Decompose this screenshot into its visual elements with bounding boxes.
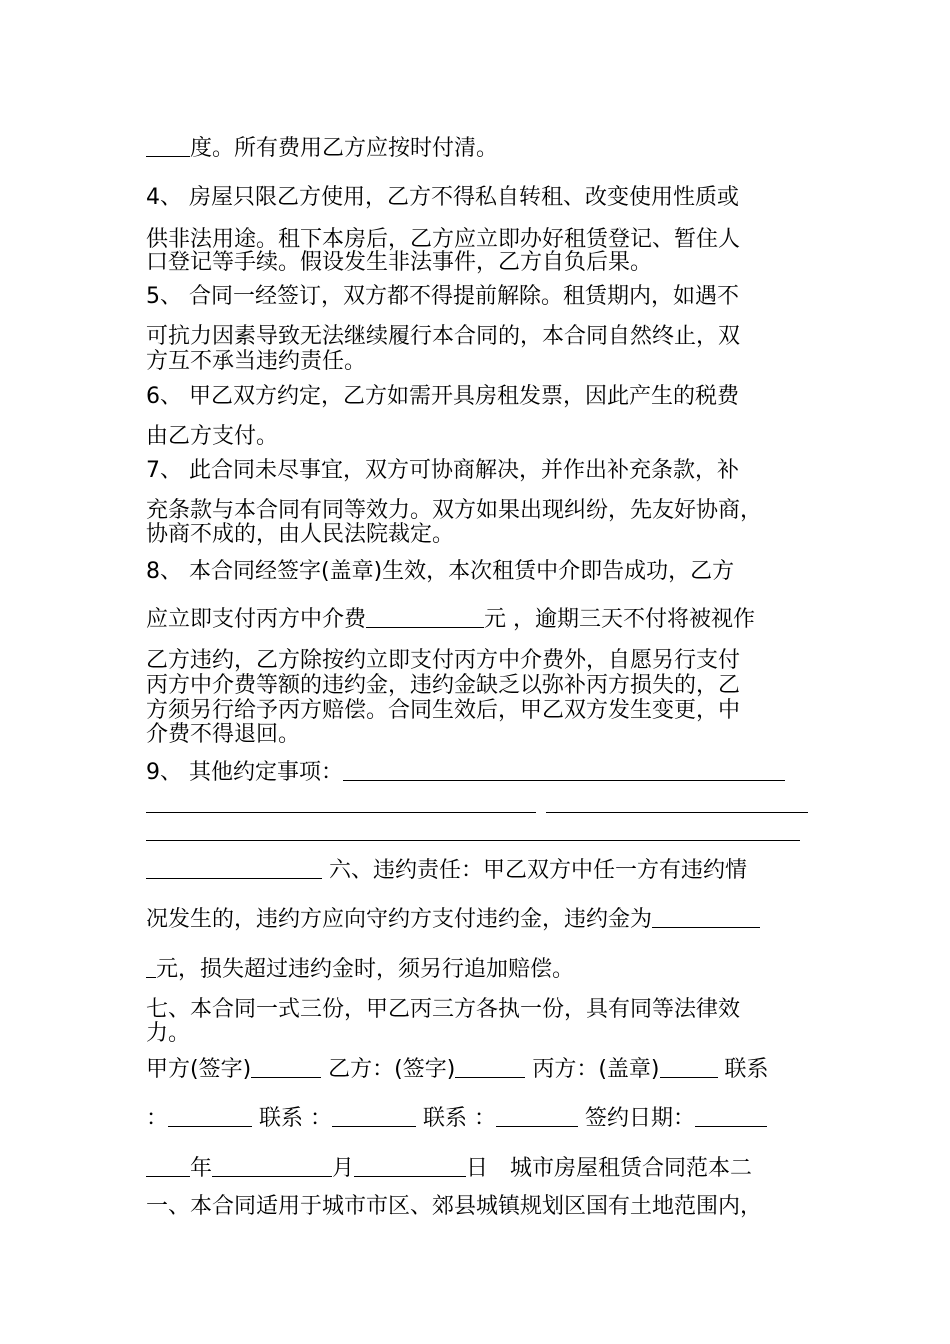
text-line: 丙方中介费等额的违约金，违约金缺乏以弥补丙方损失的，乙	[146, 673, 741, 698]
blank-rule	[146, 840, 800, 841]
day-blank	[354, 1156, 466, 1177]
text-line: 乙方违约，乙方除按约立即支付丙方中介费外，自愿另行支付	[146, 648, 741, 673]
agency-fee-blank	[366, 607, 484, 628]
text-line: 协商不成的，由人民法院裁定。	[146, 522, 455, 547]
contact-line: ： 联系 ： 联系 ： 签约日期：	[146, 1106, 810, 1132]
text-line: 介费不得退回。	[146, 722, 301, 747]
clause-5: 5、 合同一经签订，双方都不得提前解除。租赁期内，如遇不	[146, 284, 739, 309]
text-line: 供非法用途。租下本房后，乙方应立即办好租赁登记、暂住人	[146, 227, 741, 252]
clause-4: 4、 房屋只限乙方使用，乙方不得私自转租、改变使用性质或	[146, 185, 739, 210]
party-b-signature-blank	[455, 1057, 525, 1078]
text-line: 口登记等手续。假设发生非法事件，乙方自负后果。	[146, 250, 653, 275]
signature-line: 甲方(签字) 乙方：(签字) 丙方：(盖章) 联系	[146, 1057, 769, 1082]
clause-8: 8、 本合同经签字(盖章)生效，本次租赁中介即告成功，乙方	[146, 559, 735, 584]
text-line: 由乙方支付。	[146, 424, 279, 449]
clause-9: 9、 其他约定事项：	[146, 760, 810, 786]
penalty-amount-blank	[652, 907, 760, 928]
text-line: 方须另行给予丙方赔偿。合同生效后，甲乙双方发生变更，中	[146, 698, 741, 723]
contact-c-blank	[496, 1106, 578, 1127]
blank-field	[146, 858, 322, 879]
party-a-signature-blank	[251, 1057, 321, 1078]
section-7: 七、本合同一式三份，甲乙丙三方各执一份，具有同等法律效	[146, 997, 741, 1022]
text-line: 度。所有费用乙方应按时付清。	[146, 136, 810, 162]
sign-date-blank	[695, 1106, 767, 1127]
contact-b-blank	[332, 1106, 416, 1127]
text-line: 应立即支付丙方中介费 元 ，逾期三天不付将被视作	[146, 607, 756, 632]
section-6: 六、违约责任：甲乙双方中任一方有违约情	[146, 858, 810, 884]
year-blank	[146, 1156, 190, 1177]
clause-6: 6、 甲乙双方约定，乙方如需开具房租发票，因此产生的税费	[146, 384, 739, 409]
text-line: 元，损失超过违约金时，须另行追加赔偿。	[146, 957, 810, 983]
text-line: 况发生的，违约方应向守约方支付违约金，违约金为	[146, 907, 810, 933]
text-line: 方互不承当违约责任。	[146, 349, 367, 374]
party-c-seal-blank	[660, 1057, 718, 1078]
contact-a-blank	[168, 1106, 252, 1127]
blank-field	[146, 957, 156, 978]
date-line: 年 月 日 城市房屋租赁合同范本二	[146, 1156, 810, 1182]
text-line: 力。	[146, 1021, 191, 1046]
month-blank	[212, 1156, 332, 1177]
text-line: 充条款与本合同有同等效力。双方如果出现纠纷，先友好协商，	[146, 498, 763, 523]
text-line: 一、本合同适用于城市市区、郊县城镇规划区国有土地范围内，	[146, 1194, 763, 1219]
blank-rule	[546, 812, 808, 813]
blank-field	[146, 136, 190, 157]
text-line: 可抗力因素导致无法继续履行本合同的，本合同自然终止，双	[146, 324, 741, 349]
clause-7: 7、 此合同未尽事宜，双方可协商解决，并作出补充条款，补	[146, 458, 739, 483]
other-terms-blank	[343, 760, 785, 781]
blank-rule	[146, 812, 536, 813]
